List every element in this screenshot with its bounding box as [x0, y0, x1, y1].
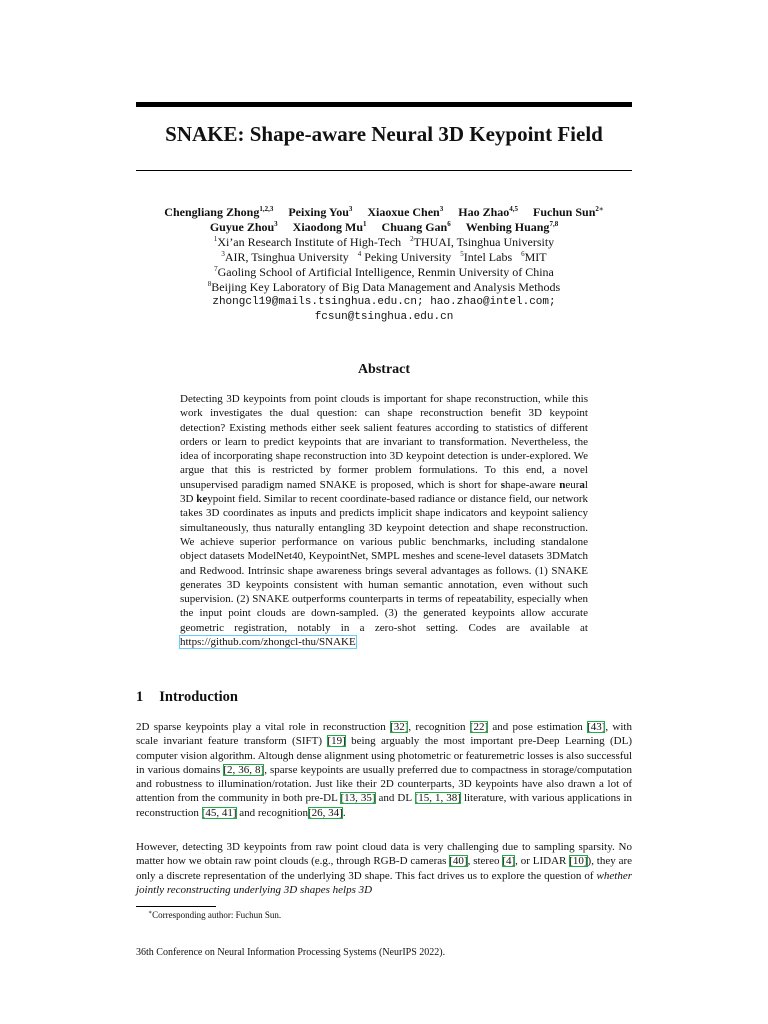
- citation-link[interactable]: [26, 34]: [308, 806, 343, 819]
- affiliation: $^1$Xi’an Research Institute of High-Tech: [213, 235, 402, 249]
- paragraph-text: being arguably the most important pre-Deep Learning (DL) computer vision algorithm. Altough dense alignment using photometric or featuremetric losses is also successful in various domains: [136, 735, 632, 776]
- author-name: Fuchun Sun$^{2∗}$: [533, 205, 604, 219]
- author-block: [136, 205, 632, 325]
- title-top-rule: [136, 102, 632, 107]
- citation-link[interactable]: [10]: [569, 855, 588, 868]
- affiliation-row: [136, 250, 632, 265]
- affiliation: $^7$Gaoling School of Artificial Intelligence, Renmin University of China: [214, 265, 554, 279]
- paragraph-text: and pose estimation: [488, 721, 588, 733]
- paragraph-text: and DL: [375, 792, 415, 805]
- affiliation: $^6$MIT: [521, 250, 547, 264]
- affiliation: $^2$THUAI, Tsinghua University: [410, 235, 555, 249]
- title-bottom-rule: [136, 170, 632, 171]
- affiliation-row: [136, 265, 632, 280]
- author-name: Chuang Gan$^6$: [381, 220, 451, 234]
- intro-paragraph-1: [136, 720, 632, 820]
- conference-note: 36th Conference on Neural Information Processing Systems (NeurIPS 2022).: [136, 947, 446, 958]
- paragraph-text: However, detecting 3D keypoints from raw point cloud data is very challenging due to sampling sparsity. No matter how we obtain raw point clouds (e.g., through RGB-D cameras: [136, 841, 632, 868]
- intro-paragraph-2: [136, 840, 632, 897]
- abstract-body: Detecting 3D keypoints from point clouds is important for shape reconstruction, while this work investigates the dual question: can shape reconstruction benefit 3D keypoint detection? Existing methods either seek salient features according to statistics of different orders or learn to predict keypoints that are invariant to transformation. Nevertheless, the idea of incorporating shape reconstruction into 3D keypoint detection is under-explored. We argue that this is restricted by former problem formulations. To this end, a novel unsupervised paradigm named SNAKE is proposed, which is short for shape-aware neural 3D keypoint field. Similar to recent coordinate-based radiance or distance field, our network takes 3D coordinates as inputs and predicts implicit shape indicators and keypoint saliency simultaneously, thus naturally entangling 3D keypoint detection and shape reconstruction. We achieve superior performance on various public benchmarks, including standalone object datasets ModelNet40, KeypointNet, SMPL meshes and scene-level datasets 3DMatch and Redwood. Intrinsic shape awareness brings several advantages as follows. (1) SNAKE generates 3D keypoints consistent with human semantic annotation, even without such supervision. (2) SNAKE outperforms counterparts in terms of repeatability, especially when the input point clouds are down-sampled. (3) the generated keypoints allow accurate geometric registration, notably in a zero-shot setting. Codes are available at https://github.com/zhongcl-thu/SNAKE: [180, 393, 589, 649]
- author-name: Xiaodong Mu$^1$: [292, 220, 367, 234]
- footnote: ∗Corresponding author: Fuchun Sun.: [148, 910, 282, 920]
- citation-link[interactable]: [43]: [587, 721, 606, 733]
- affiliation: $^8$Beijing Key Laboratory of Big Data Management and Analysis Methods: [207, 280, 561, 294]
- citation-link[interactable]: [19]: [327, 735, 346, 748]
- author-name: Guyue Zhou$^3$: [209, 220, 278, 234]
- section-heading-introduction: 1 Introduction: [136, 689, 238, 705]
- citation-link[interactable]: [2, 36, 8]: [223, 763, 265, 776]
- citation-link[interactable]: [13, 35]: [340, 792, 376, 805]
- author-name: Wenbing Huang$^{7,8}$: [465, 220, 559, 234]
- author-name: Xiaoxue Chen$^3$: [367, 205, 444, 219]
- paragraph-text: ), they are only a discrete representation of the underlying 3D shape. This fact drives us to explore the question of: [136, 855, 633, 882]
- citation-link[interactable]: [40]: [449, 855, 468, 868]
- affiliation: $^3$AIR, Tsinghua University: [221, 250, 349, 264]
- author-row-2: [136, 220, 632, 235]
- email-line: zhongcl19@mails.tsinghua.edu.cn; hao.zhao@intel.com;: [212, 296, 556, 308]
- code-repository-link[interactable]: https://github.com/zhongcl-thu/SNAKE: [180, 636, 356, 649]
- citation-link[interactable]: [45, 41]: [201, 806, 237, 819]
- paragraph-text: 2D sparse keypoints play a vital role in reconstruction: [136, 721, 391, 733]
- citation-link[interactable]: [22]: [469, 721, 489, 733]
- affiliation-row: [136, 280, 632, 295]
- paragraph-text: , stereo: [467, 855, 503, 868]
- author-name: Hao Zhao$^{4,5}$: [458, 205, 518, 219]
- emphasis-text: whether jointly reconstructing underlying 3D shapes helps 3D: [136, 869, 632, 896]
- paragraph-text: , recognition: [408, 721, 470, 733]
- affiliation: $^5$Intel Labs: [460, 250, 513, 264]
- footnote-rule: [136, 906, 216, 907]
- citation-link[interactable]: [15, 1, 38]: [414, 792, 461, 805]
- author-row-1: [136, 205, 632, 220]
- abstract-heading: Abstract: [357, 362, 411, 377]
- citation-link[interactable]: [4]: [502, 855, 516, 868]
- author-name: Peixing You$^3$: [288, 205, 353, 219]
- paragraph-text: and recognition: [236, 806, 308, 819]
- affiliation-row: [136, 235, 632, 250]
- paper-title: SNAKE: Shape-aware Neural 3D Keypoint Field: [165, 122, 603, 146]
- paragraph-text: , with scale invariant feature transform (SIFT): [136, 721, 632, 748]
- citation-link[interactable]: [32]: [390, 721, 409, 733]
- paragraph-text: .: [342, 806, 346, 819]
- affiliation: $^4$ Peking University: [357, 250, 452, 264]
- email-line: fcsun@tsinghua.edu.cn: [314, 311, 454, 323]
- author-name: Chengliang Zhong$^{1,2,3}$: [164, 205, 274, 219]
- paragraph-text: , sparse keypoints are usually preferred due to compactness in storage/computation and robustness to illumination/rotation. Just like their 2D counterparts, 3D keypoints have also drawn a lot of attention from the community in both pre-DL: [136, 763, 633, 805]
- paragraph-text: , or LIDAR: [515, 855, 570, 868]
- paragraph-text: literature, with various applications in reconstruction: [136, 792, 633, 819]
